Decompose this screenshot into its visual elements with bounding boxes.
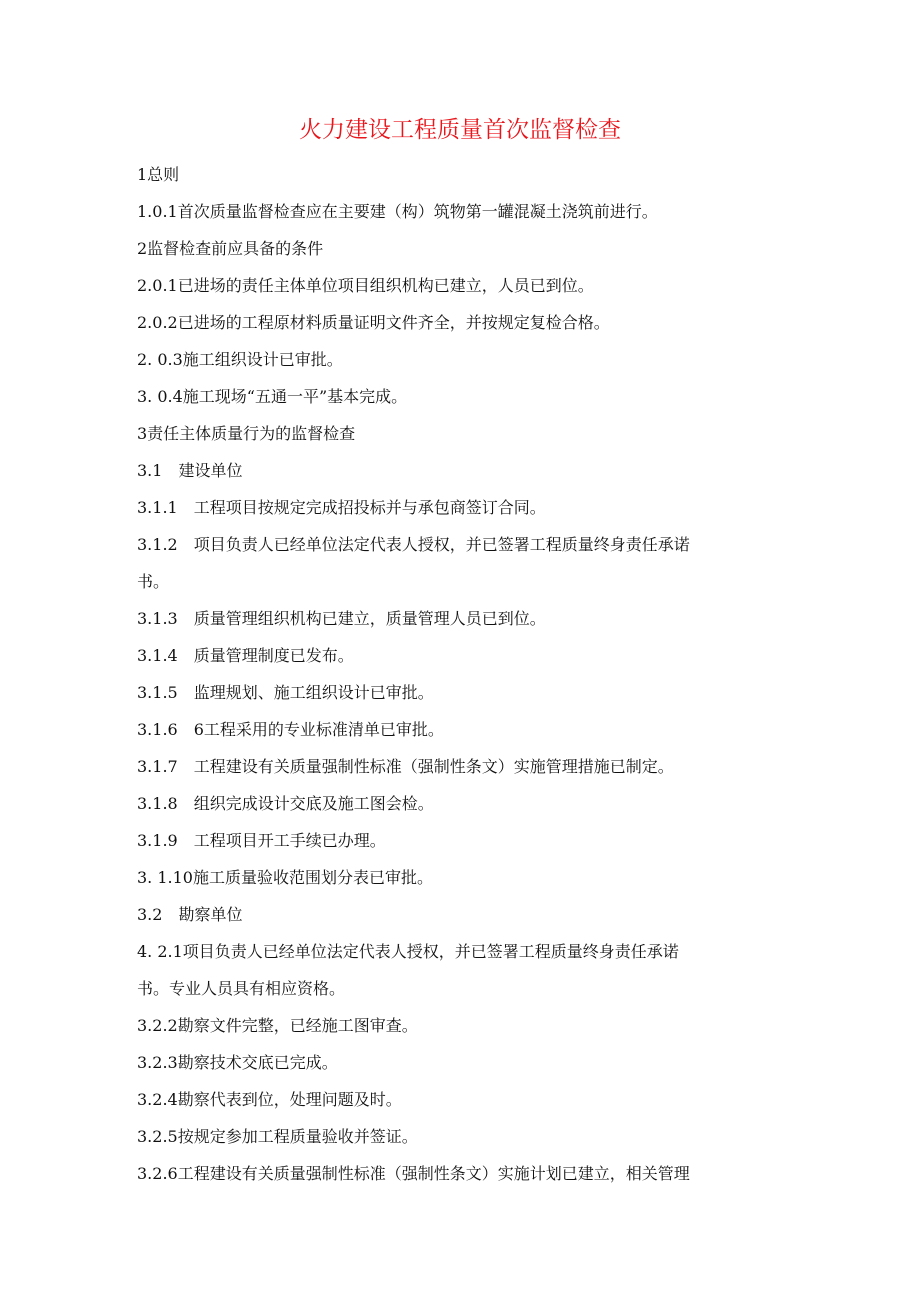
clause-3-1-2-continued: 书。 <box>137 572 170 591</box>
clause-1-0-1: 1.0.1首次质量监督检查应在主要建（构）筑物第一罐混凝土浇筑前进行。 <box>137 202 658 221</box>
clause-3-1-6: 3.1.6 6工程采用的专业标准清单已审批。 <box>137 720 444 739</box>
clause-3-1-8: 3.1.8 组织完成设计交底及施工图会检。 <box>137 794 434 813</box>
clause-3-1-4: 3.1.4 质量管理制度已发布。 <box>137 646 354 665</box>
clause-3-1-10: 3. 1.10施工质量验收范围划分表已审批。 <box>137 868 433 887</box>
heading-3-1-construction-unit: 3.1 建设单位 <box>137 461 243 480</box>
clause-4-2-1-continued: 书。专业人员具有相应资格。 <box>137 979 346 998</box>
document-title: 火力建设工程质量首次监督检查 <box>299 117 621 143</box>
document-body <box>137 156 797 1192</box>
heading-quality-behavior: 3责任主体质量行为的监督检查 <box>137 424 356 443</box>
clause-3-1-1: 3.1.1 工程项目按规定完成招投标并与承包商签订合同。 <box>137 498 546 517</box>
clause-3-1-2: 3.1.2 项目负责人已经单位法定代表人授权，并已签署工程质量终身责任承诺 <box>137 535 690 554</box>
clause-4-2-1: 4. 2.1项目负责人已经单位法定代表人授权，并已签署工程质量终身责任承诺 <box>137 942 679 961</box>
clause-3-2-3: 3.2.3勘察技术交底已完成。 <box>137 1053 338 1072</box>
clause-3-0-4: 3. 0.4施工现场“五通一平”基本完成。 <box>137 387 408 406</box>
clause-3-1-7: 3.1.7 工程建设有关质量强制性标准（强制性条文）实施管理措施已制定。 <box>137 757 674 776</box>
clause-3-2-4: 3.2.4勘察代表到位，处理问题及时。 <box>137 1090 402 1109</box>
clause-3-2-6: 3.2.6工程建设有关质量强制性标准（强制性条文）实施计划已建立，相关管理 <box>137 1164 690 1183</box>
clause-2-0-3: 2. 0.3施工组织设计已审批。 <box>137 350 343 369</box>
clause-3-1-5: 3.1.5 监理规划、施工组织设计已审批。 <box>137 683 434 702</box>
clause-2-0-2: 2.0.2已进场的工程原材料质量证明文件齐全，并按规定复检合格。 <box>137 313 610 332</box>
heading-general: 1总则 <box>137 165 180 184</box>
clause-2-0-1: 2.0.1已进场的责任主体单位项目组织机构已建立，人员已到位。 <box>137 276 594 295</box>
clause-3-1-3: 3.1.3 质量管理组织机构已建立，质量管理人员已到位。 <box>137 609 546 628</box>
clause-3-2-2: 3.2.2勘察文件完整，已经施工图审查。 <box>137 1016 418 1035</box>
heading-3-2-survey-unit: 3.2 勘察单位 <box>137 905 243 924</box>
clause-3-1-9: 3.1.9 工程项目开工手续已办理。 <box>137 831 386 850</box>
heading-prerequisites: 2监督检查前应具备的条件 <box>137 239 324 258</box>
clause-3-2-5: 3.2.5按规定参加工程质量验收并签证。 <box>137 1127 418 1146</box>
